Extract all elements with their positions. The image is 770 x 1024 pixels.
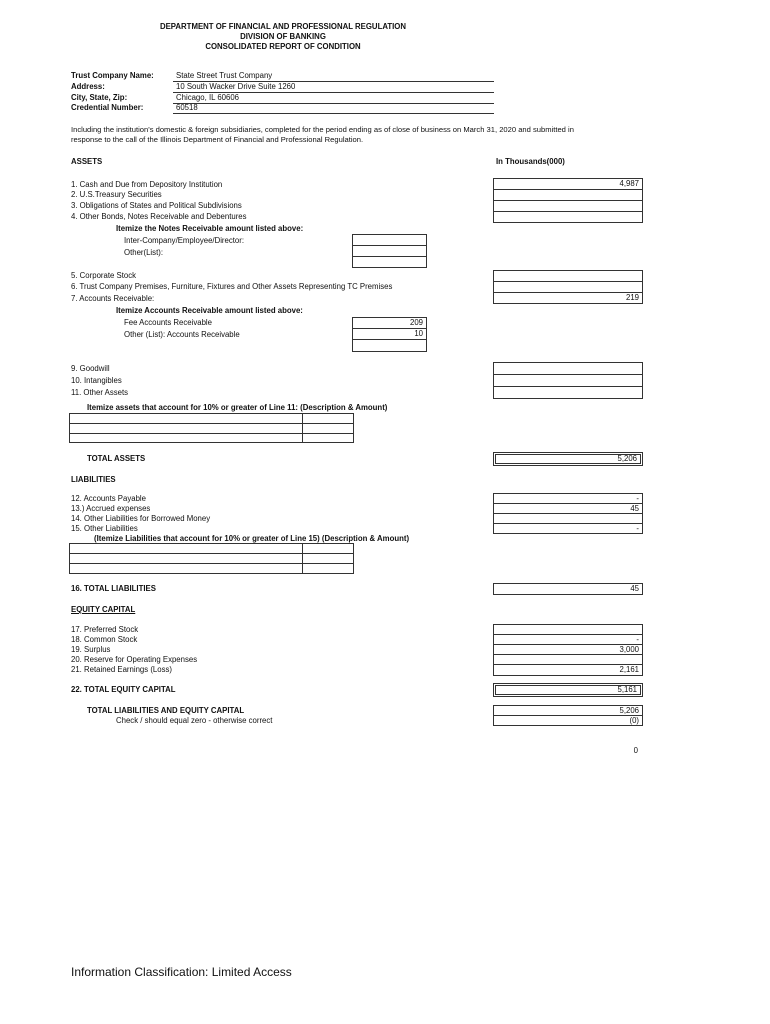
other-assets-itemize-label: Itemize assets that account for 10% or greater of Line 11: (Description & Amount) [87, 403, 388, 412]
credential-number-value: 60518 [176, 103, 198, 112]
total-assets-label: TOTAL ASSETS [87, 454, 146, 463]
trust-company-name-value: State Street Trust Company [176, 71, 273, 80]
notes-sub-other: Other(List): [124, 248, 163, 257]
intro-line1: Including the institution's domestic & foreign subsidiaries, completed for the period ending as of close of business on March 31, 2020 and submitted in [71, 125, 574, 134]
line-item-1: 1. Cash and Due from Depository Institution [71, 180, 223, 189]
ar-sub-fee: Fee Accounts Receivable [124, 318, 212, 327]
value-item-18: - [493, 634, 643, 645]
total-liabilities-equity-value: 5,206 [493, 705, 643, 716]
liabilities-itemize-label: (Itemize Liabilities that account for 10% or greater of Line 15) (Description & Amount) [94, 534, 410, 543]
total-liabilities-value: 45 [493, 583, 643, 595]
ar-itemize-label: Itemize Accounts Receivable amount listed above: [116, 306, 303, 315]
line-item-17: 17. Preferred Stock [71, 625, 139, 634]
liabilities-heading: LIABILITIES [71, 475, 116, 484]
value-item-1: 4,987 [493, 178, 643, 190]
line-item-5: 5. Corporate Stock [71, 271, 137, 280]
line-item-4: 4. Other Bonds, Notes Receivable and Debentures [71, 212, 247, 221]
value-item-19: 3,000 [493, 644, 643, 655]
line-item-18: 18. Common Stock [71, 635, 138, 644]
line-item-20: 20. Reserve for Operating Expenses [71, 655, 198, 664]
assets-heading: ASSETS [71, 157, 103, 166]
information-classification: Information Classification: Limited Access [71, 965, 292, 979]
value-item-21: 2,161 [493, 664, 643, 676]
line-item-14: 14. Other Liabilities for Borrowed Money [71, 514, 211, 523]
report-header-line1: DEPARTMENT OF FINANCIAL AND PROFESSIONAL REGULATION [159, 22, 407, 31]
value-item-12: - [493, 493, 643, 504]
value-item-7: 219 [493, 292, 643, 304]
total-equity-value: 5,161 [493, 683, 643, 697]
total-equity-label: 22. TOTAL EQUITY CAPITAL [71, 685, 176, 694]
ar-blank-value [352, 339, 427, 352]
line-item-3: 3. Obligations of States and Political Subdivisions [71, 201, 242, 210]
notes-itemize-label: Itemize the Notes Receivable amount listed above: [116, 224, 304, 233]
ar-other-value: 10 [352, 328, 427, 340]
report-header-line3: CONSOLIDATED REPORT OF CONDITION [205, 42, 361, 51]
line-item-19: 19. Surplus [71, 645, 111, 654]
liabilities-itemize-table [69, 543, 354, 574]
line-item-10: 10. Intangibles [71, 376, 122, 385]
check-value: (0) [493, 715, 643, 726]
value-item-4 [493, 211, 643, 223]
zero-check-value: 0 [633, 746, 638, 755]
line-item-9: 9. Goodwill [71, 364, 110, 373]
trust-company-name-label: Trust Company Name: [71, 71, 154, 80]
value-item-15: - [493, 523, 643, 534]
notes-sub-intercompany: Inter-Company/Employee/Director: [124, 236, 245, 245]
other-assets-itemize-table [69, 413, 354, 443]
city-state-zip-label: City, State, Zip: [71, 93, 128, 102]
total-liabilities-label: 16. TOTAL LIABILITIES [71, 584, 156, 593]
check-label: Check / should equal zero - otherwise correct [116, 716, 273, 725]
value-item-11 [493, 386, 643, 399]
address-label: Address: [71, 82, 105, 91]
line-item-12: 12. Accounts Payable [71, 494, 146, 503]
ar-sub-other: Other (List): Accounts Receivable [124, 330, 240, 339]
credential-number-label: Credential Number: [71, 103, 144, 112]
total-assets-value: 5,206 [493, 452, 643, 466]
line-item-21: 21. Retained Earnings (Loss) [71, 665, 172, 674]
city-state-zip-value: Chicago, IL 60606 [176, 93, 239, 102]
line-item-2: 2. U.S.Treasury Securities [71, 190, 162, 199]
line-item-11: 11. Other Assets [71, 388, 129, 397]
report-header-line2: DIVISION OF BANKING [240, 32, 326, 41]
line-item-6: 6. Trust Company Premises, Furniture, Fixtures and Other Assets Representing TC Premises [71, 282, 393, 291]
notes-blank-value [352, 256, 427, 268]
line-item-15: 15. Other Liabilities [71, 524, 138, 533]
line-item-7: 7. Accounts Receivable: [71, 294, 155, 303]
value-item-13: 45 [493, 503, 643, 514]
ar-fee-value: 209 [352, 317, 427, 329]
units-label: In Thousands(000) [496, 157, 565, 166]
line-item-13: 13.) Accrued expenses [71, 504, 151, 513]
total-liabilities-equity-label: TOTAL LIABILITIES AND EQUITY CAPITAL [87, 706, 245, 715]
equity-capital-heading: EQUITY CAPITAL [71, 605, 136, 614]
address-value: 10 South Wacker Drive Suite 1260 [176, 82, 296, 91]
intro-line2: response to the call of the Illinois Department of Financial and Professional Regulation. [71, 135, 364, 144]
